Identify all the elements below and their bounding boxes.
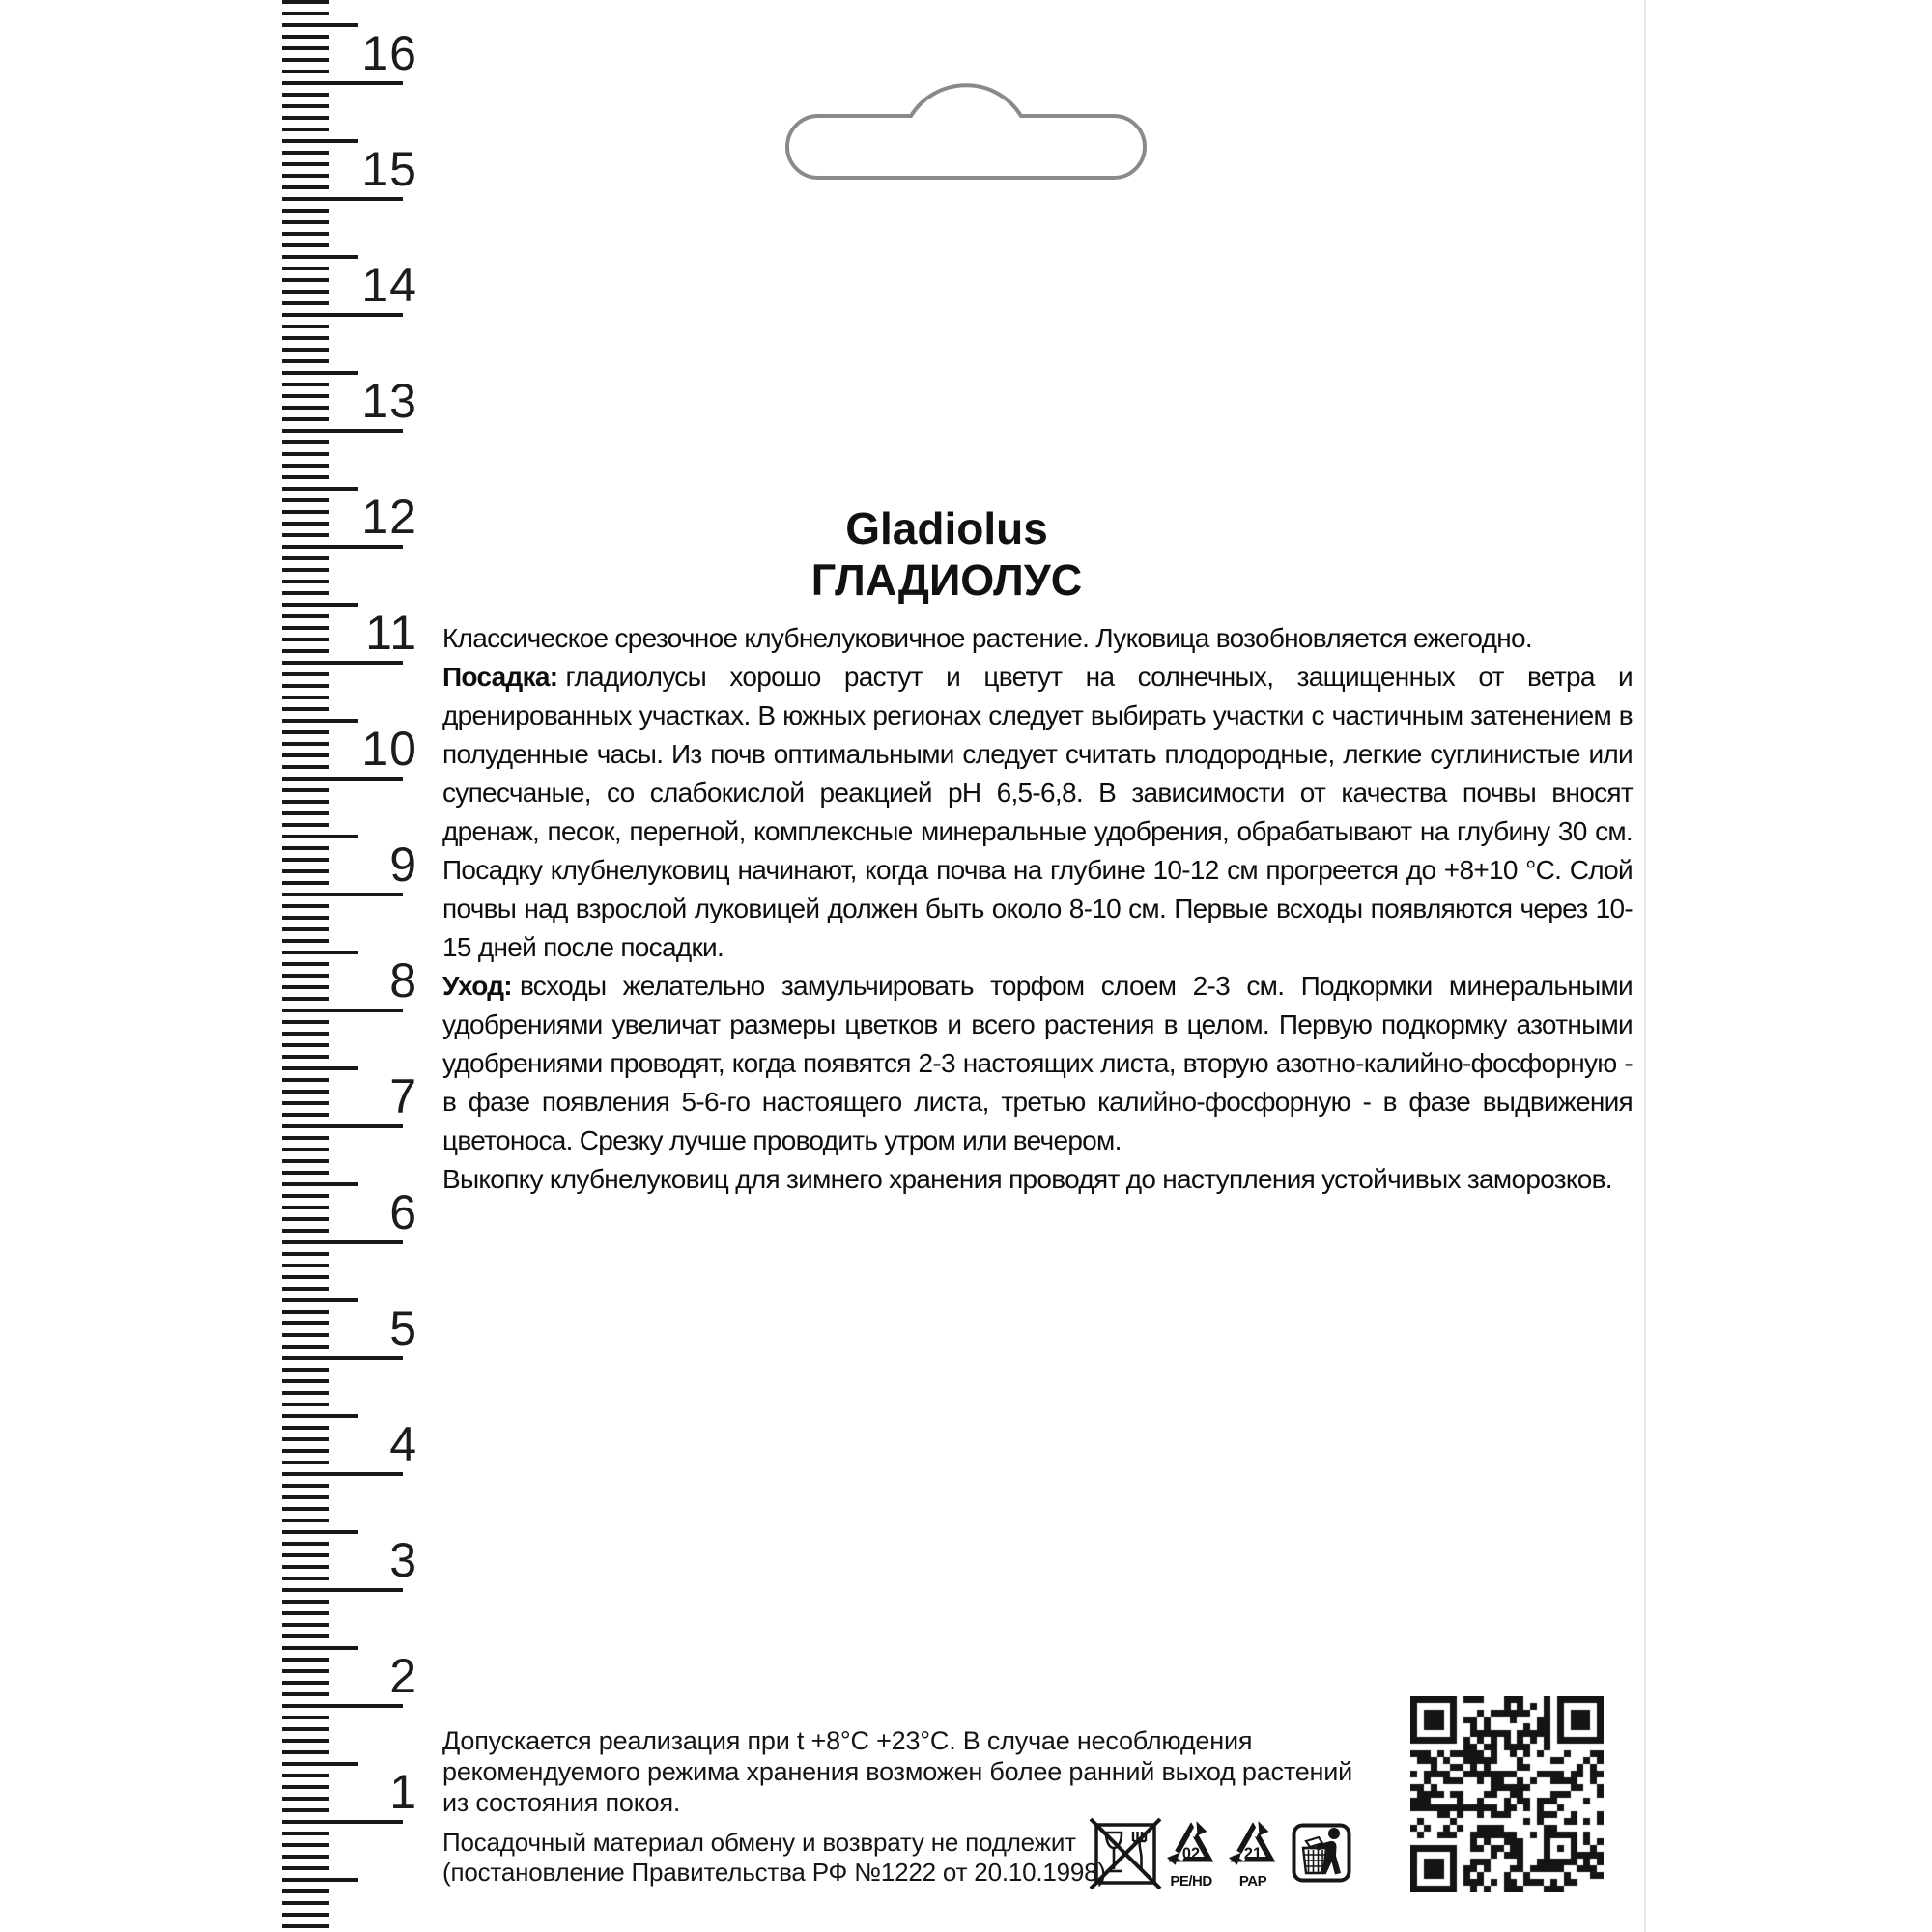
ruler-tick (282, 128, 329, 131)
ruler-tick (282, 916, 329, 920)
ruler-tick (282, 1913, 329, 1917)
ruler-tick (282, 580, 329, 583)
ruler-tick (282, 1924, 329, 1928)
ruler-number: 12 (361, 490, 417, 544)
ruler-tick (282, 104, 329, 108)
ruler-tick (282, 1020, 329, 1024)
ruler-tick (282, 672, 329, 676)
ruler-tick (282, 1275, 329, 1279)
ruler-tick (282, 1704, 403, 1708)
ruler-number: 6 (389, 1185, 417, 1239)
ruler-tick (282, 788, 329, 792)
ruler-tick (282, 1368, 329, 1372)
ruler-tick (282, 1356, 403, 1360)
ruler-tick (282, 1588, 403, 1592)
ruler-tick (282, 893, 403, 896)
recycle-pap-icon (1225, 1820, 1281, 1889)
ruler-tick (282, 12, 329, 15)
recycle-pe-hd-icon (1163, 1820, 1219, 1889)
ruler-tick (282, 696, 329, 699)
ruler-tick (282, 243, 329, 247)
ruler-number: 11 (365, 606, 417, 660)
ruler-tick (282, 81, 403, 85)
ruler-number: 16 (361, 26, 417, 80)
ruler-tick (282, 197, 403, 201)
euro-slot-hang-hole (778, 72, 1154, 193)
ruler-number: 15 (361, 142, 417, 196)
legal-note (442, 1828, 1106, 1888)
ruler-tick (282, 545, 403, 549)
ruler-tick (282, 220, 329, 224)
ruler-tick (282, 1901, 329, 1905)
ruler-tick (282, 1252, 329, 1256)
ruler-tick (282, 591, 329, 595)
ruler-tick (282, 1055, 329, 1059)
ruler-tick (282, 927, 329, 931)
ruler-tick (282, 1727, 329, 1731)
ruler-tick (282, 684, 329, 688)
legal-line: (постановление Правительства РФ №1222 от 20.10.1998) (442, 1858, 1106, 1887)
resin-code: 02 (1181, 1845, 1201, 1863)
recycle-triangle-icon (1227, 1820, 1279, 1868)
not-for-food-icon (1089, 1817, 1162, 1890)
ruler (0, 0, 435, 1932)
digging-paragraph (442, 1160, 1633, 1199)
ruler-tick (282, 823, 329, 827)
ruler-tick (282, 359, 329, 363)
ruler-tick (282, 1889, 329, 1893)
ruler-tick (282, 1240, 403, 1244)
ruler-tick (282, 348, 329, 352)
ruler-tick (282, 313, 403, 317)
ruler-number: 9 (389, 838, 417, 892)
planting-paragraph (442, 658, 1633, 967)
plant-name-cyrillic: ГЛАДИОЛУС (810, 555, 1083, 605)
ruler-tick (282, 1484, 329, 1488)
care-paragraph (442, 967, 1633, 1160)
ruler-tick (282, 1878, 358, 1882)
care-text: всходы желательно замульчировать торфом слоем 2-3 см. Подкормки минеральными удобрениями увеличат размеры цветков и всего растения в целом. Первую подкормку азотными удобрениями проводят, когда появятся 2-3 настоящих листа, вторую азотно-калийно-фосфорную - в фазе появления 5-6-го настоящего листа, третью калийно-фосфорную - в фазе выдвижения цветоноса. Срезку лучше проводить утром или вечером. (442, 971, 1633, 1155)
ruler-tick (282, 1611, 329, 1615)
ruler-number: 8 (389, 953, 417, 1008)
ruler-number: 14 (361, 258, 417, 312)
ruler-tick (282, 1820, 403, 1824)
ruler-tick (282, 1843, 329, 1847)
ruler-tick (282, 1171, 329, 1175)
ruler-tick (282, 811, 329, 815)
planting-lead: Посадка: (442, 662, 558, 692)
ruler-tick (282, 1716, 329, 1719)
ruler-tick (282, 1287, 329, 1291)
ruler-tick (282, 1136, 329, 1140)
ruler-tick (282, 475, 329, 479)
ruler-tick (282, 1600, 329, 1604)
storage-note (442, 1725, 1352, 1818)
ruler-tick (282, 1739, 329, 1743)
ruler-number: 1 (389, 1765, 417, 1819)
digging-text: Выкопку клубнелуковиц для зимнего хранения проводят до наступления устойчивых заморозков. (442, 1164, 1612, 1194)
ruler-tick (282, 939, 329, 943)
ruler-tick (282, 661, 403, 665)
ruler-tick (282, 1264, 329, 1267)
ruler-tick (282, 1124, 403, 1128)
legal-line: Посадочный материал обмену и возврату не подлежит (442, 1828, 1076, 1857)
ruler-tick (282, 452, 329, 456)
ruler-tick (282, 0, 329, 4)
intro-paragraph (442, 619, 1633, 658)
recycle-triangle-icon (1165, 1820, 1217, 1868)
description-text (442, 619, 1633, 1199)
packet-edge-line (1644, 0, 1646, 1932)
tidyman-dispose-icon (1291, 1822, 1352, 1884)
ruler-tick (282, 777, 403, 781)
ruler-tick (282, 568, 329, 572)
ruler-tick (282, 556, 329, 560)
ruler-tick (282, 429, 403, 433)
ruler-tick (282, 1623, 329, 1627)
ruler-tick (282, 325, 329, 328)
ruler-number: 13 (361, 374, 417, 428)
ruler-tick (282, 1832, 329, 1835)
resin-code-label: PAP (1238, 1873, 1267, 1889)
ruler-tick (282, 1032, 329, 1036)
resin-code: 21 (1243, 1845, 1263, 1863)
ruler-number: 5 (389, 1301, 417, 1355)
ruler-tick (282, 904, 329, 908)
ruler-number: 7 (389, 1069, 417, 1123)
ruler-tick (282, 1472, 403, 1476)
ruler-tick (282, 1495, 329, 1499)
ruler-tick (282, 1391, 329, 1395)
ruler-tick (282, 1866, 329, 1870)
ruler-number: 10 (361, 722, 417, 776)
ruler-tick (282, 464, 329, 468)
plant-name-latin: Gladiolus (845, 503, 1048, 554)
ruler-tick (282, 1043, 329, 1047)
storage-line: рекомендуемого режима хранения возможен более ранний выход растений (442, 1757, 1353, 1786)
ruler-tick (282, 1009, 403, 1012)
ruler-tick (282, 1148, 329, 1151)
ruler-tick (282, 1159, 329, 1163)
ruler-tick (282, 1750, 329, 1754)
ruler-tick (282, 93, 329, 97)
ruler-tick (282, 707, 329, 711)
qr-code (1410, 1696, 1604, 1892)
title-block (406, 503, 1488, 608)
ruler-tick (282, 209, 329, 213)
ruler-number: 2 (389, 1649, 417, 1703)
planting-text: гладиолусы хорошо растут и цветут на солнечных, защищенных от ветра и дренированных участках. В южных регионах следует выбирать участки с частичным затенением в полуденные часы. Из почв оптимальными следует считать плодородные, легкие суглинистые или супесчаные, со слабокислой реакцией pH 6,5-6,8. В зависимости от качества почвы вносят дренаж, песок, перегной, комплексные минеральные удобрения, обрабатывают на глубину 30 см. Посадку клубнелуковиц начинают, когда почва на глубине 10-12 см прогреется до +8+10 °С. Слой почвы над взрослой луковицей должен быть около 8-10 см. Первые всходы появляются через 10-15 дней после посадки. (442, 662, 1633, 962)
ruler-tick (282, 1379, 329, 1383)
ruler-tick (282, 1403, 329, 1406)
storage-line: из состояния покоя. (442, 1788, 681, 1817)
ruler-tick (282, 1519, 329, 1522)
ruler-tick (282, 800, 329, 804)
ruler-tick (282, 116, 329, 120)
intro-text: Классическое срезочное клубнелуковичное растение. Луковица возобновляется ежегодно. (442, 623, 1532, 653)
storage-line: Допускается реализация при t +8°C +23°C. В случае несоблюдения (442, 1726, 1253, 1755)
ruler-tick (282, 1855, 329, 1859)
ruler-tick (282, 232, 329, 236)
ruler-tick (282, 440, 329, 444)
ruler-number: 4 (389, 1417, 417, 1471)
care-lead: Уход: (442, 971, 512, 1001)
ruler-number: 3 (389, 1533, 417, 1587)
ruler-tick (282, 1634, 329, 1638)
ruler-tick (282, 1507, 329, 1511)
resin-code-label: PE/HD (1170, 1873, 1212, 1889)
ruler-tick (282, 336, 329, 340)
